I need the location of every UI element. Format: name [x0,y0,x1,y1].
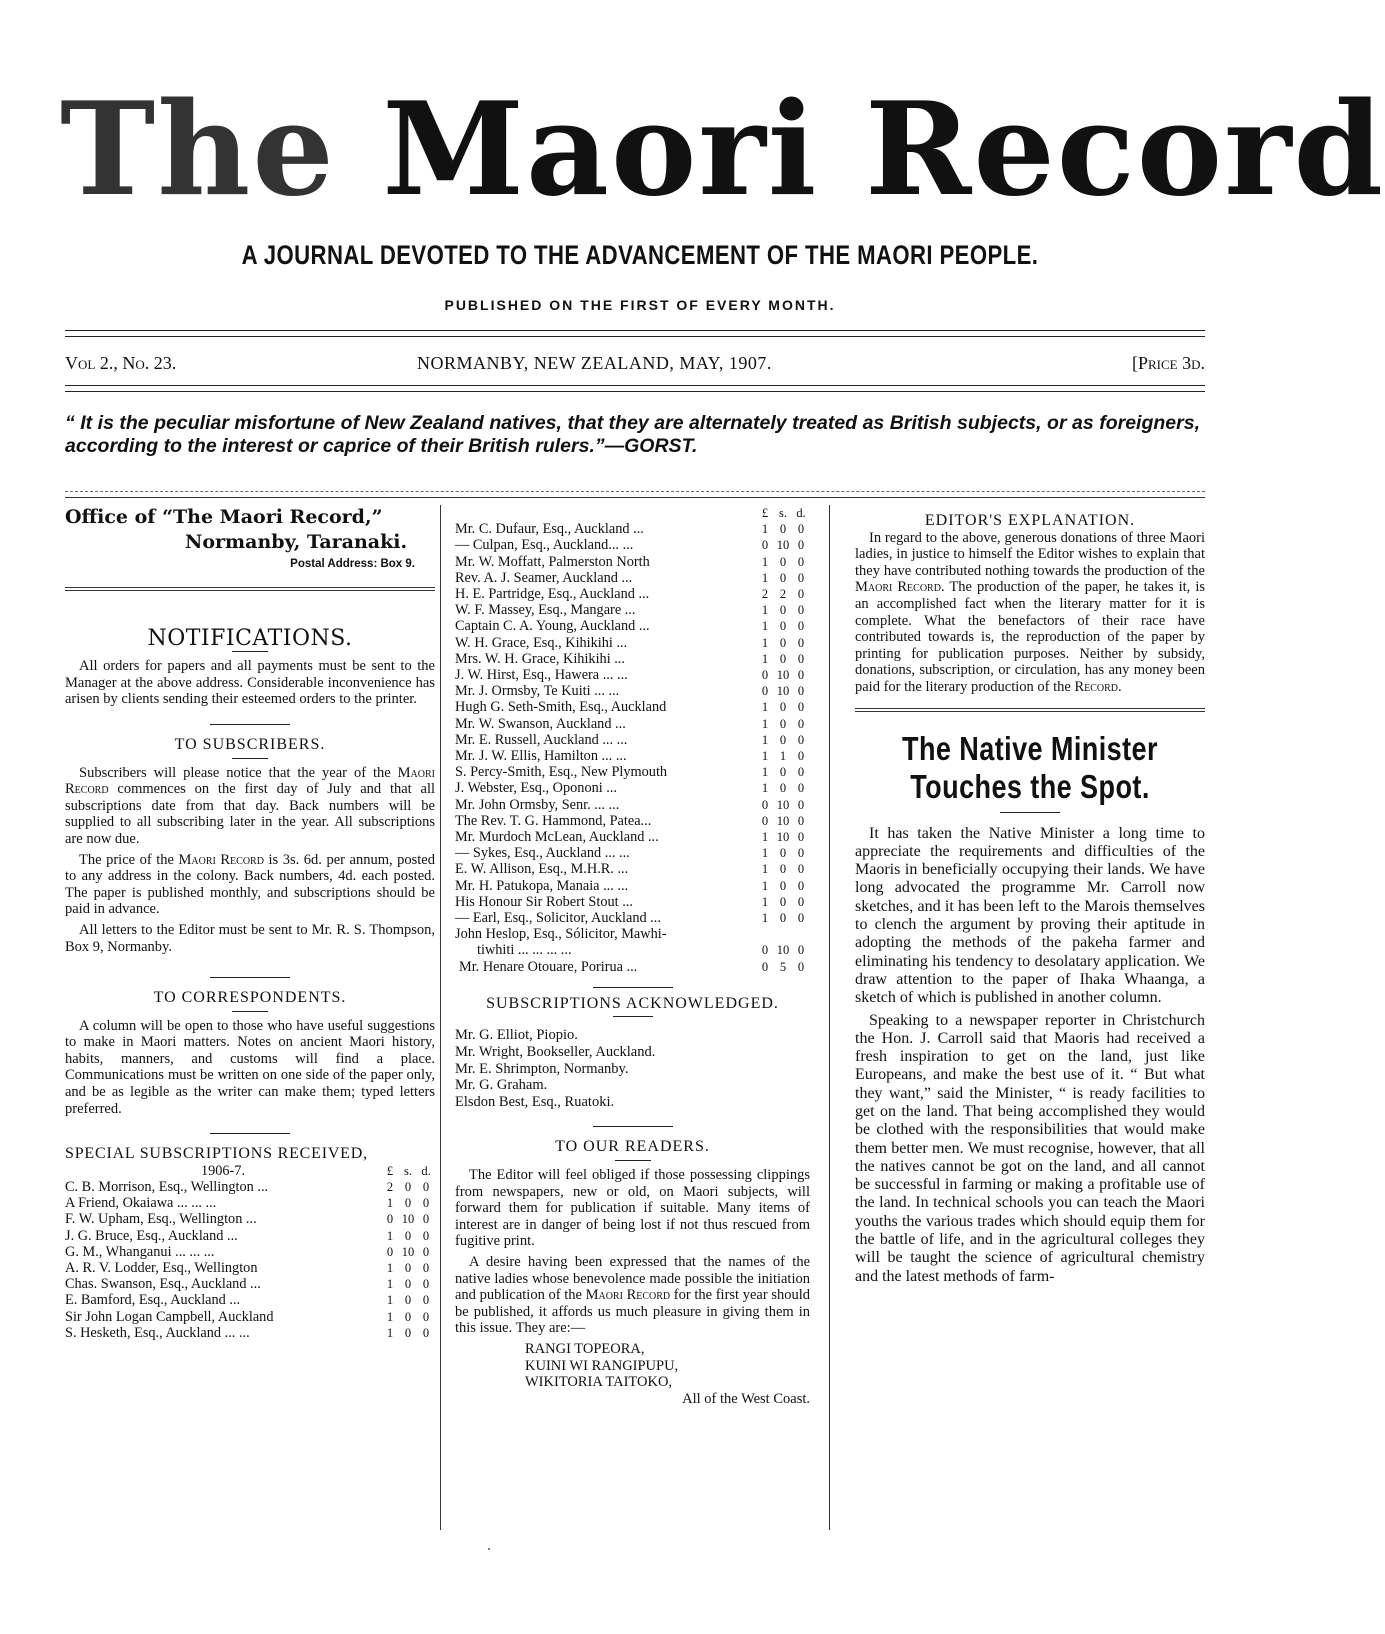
text: A desire having been expressed that the names of the native ladies whose benevolence made possible the initiation and publication of the [455,1254,810,1304]
column-divider-1 [440,505,441,1530]
masthead-subtitle: A JOURNAL DEVOTED TO THE ADVANCEMENT OF THE MAORI PEOPLE. [241,240,1039,270]
subscriber-name: — Earl, Esq., Solicitor, Auckland ... [455,910,661,927]
rule [593,1126,673,1127]
special-subscriptions-heading: SPECIAL SUBSCRIPTIONS RECEIVED, [65,1145,368,1163]
shillings: 0 [404,1309,412,1324]
acknowledged-name: Elsdon Best, Esq., Ruatoki. [455,1093,615,1110]
table-row [65,1325,435,1341]
lady-name: WIKITORIA TAITOKO, [525,1374,673,1391]
rule [232,1011,268,1012]
notifications-heading: NOTIFICATIONS. [147,625,353,651]
pounds: 0 [386,1212,394,1227]
article-rule [855,708,1205,712]
article-paragraph-1: It has taken the Native Minister a long time to appreciate the requirements and difficulties of the Maoris in beneficially occupying their lands. We have long advocated the programme Mr. Carroll now sketches, and it has been left to the Marois themselves to clench the argument by proving their aptitude in adopting the methods of the pakeha farmer and eliminating his tendency to desolatary application. We draw attention to the paper of Ihaka Whaanga, a sketch of which is published in another column. [855,824,1205,1007]
pence: 0 [797,651,805,666]
header-rule-top [65,330,1205,337]
shillings: 0 [779,570,787,585]
subscribers-paragraph-3: All letters to the Editor must be sent to Mr. R. S. Thompson, Box 9, Normanby. [65,921,435,955]
shillings: 10 [776,538,790,553]
subscriber-name: Mrs. W. H. Grace, Kihikihi ... [455,650,625,667]
subscriber-name: J. Webster, Esq., Opononi ... [455,780,618,797]
table-row [455,554,810,570]
subscriber-name: E. Bamford, Esq., Auckland ... [65,1292,241,1309]
pence: 0 [422,1293,430,1308]
rule [232,651,268,652]
editors-explanation-heading: EDITOR'S EXPLANATION. [924,512,1136,529]
subscriber-name: E. W. Allison, Esq., M.H.R. ... [455,861,629,878]
table-row [455,716,810,732]
shillings: 0 [779,765,787,780]
pounds: 2 [386,1180,394,1195]
pounds: 1 [761,554,769,569]
pence: 0 [797,554,805,569]
shillings: 0 [779,554,787,569]
publication-name: Maori Record [65,764,435,798]
shillings: 10 [776,943,790,958]
pounds: 1 [761,846,769,861]
shillings: 0 [779,635,787,650]
pence: 0 [797,684,805,699]
shillings: 0 [404,1293,412,1308]
pounds: 1 [761,522,769,537]
readers-paragraph-2 [455,1254,810,1337]
pounds: 1 [761,781,769,796]
table-row [65,1211,435,1227]
pence: 0 [797,700,805,715]
pounds: 1 [761,862,769,877]
shillings: 0 [404,1277,412,1292]
pounds: 1 [761,749,769,764]
pence: 0 [422,1309,430,1324]
publication-name: Maori Record [178,851,264,868]
subscriber-name: G. M., Whanganui ... ... ... [65,1243,215,1260]
table-row [65,1244,435,1260]
shillings: 10 [401,1212,415,1227]
table-row [65,1260,435,1276]
subscriber-name: J. W. Hirst, Esq., Hawera ... ... [455,667,628,684]
pounds: 1 [386,1293,394,1308]
pence: 0 [797,878,805,893]
rule [613,1016,653,1017]
subscriber-name: Mr. J. W. Ellis, Hamilton ... ... [455,748,627,765]
pence: 0 [797,570,805,585]
subscriptions-continued-table [455,505,810,975]
native-minister-article [855,825,1205,1286]
pounds: 1 [761,635,769,650]
postal-address: Postal Address: Box 9. [290,558,415,570]
masthead-title [60,75,1385,225]
pence: 0 [797,911,805,926]
pence: 0 [797,603,805,618]
pounds-header: £ [761,506,769,520]
section-rule-dashed [65,491,1205,492]
readers-heading: TO OUR READERS. [555,1138,710,1156]
table-row [455,764,810,780]
pounds: 0 [761,813,769,828]
shillings: 5 [779,959,787,974]
shillings: 0 [779,781,787,796]
text: is 3s. 6d. per annum, posted to any address in the colony. Back numbers, 4d. each posted. The paper is published monthly, and subscriptions should be paid in advance. [65,851,435,918]
office-line-1: Office of “The Maori Record,” [65,506,383,528]
pounds: 1 [761,765,769,780]
masthead-maori-record: Maori Record [382,75,1385,225]
readers-paragraph-1: The Editor will feel obliged if those possessing clippings from newspapers, new or old, on Maori subjects, will forward them for publication if suitable. Many items of interest are in danger of being lost if not thus rescued from fugitive print. [455,1167,810,1250]
pence: 0 [797,749,805,764]
shillings: 0 [779,862,787,877]
correspondents-heading: TO CORRESPONDENTS. [153,989,347,1007]
shillings-header: s. [779,506,787,520]
column-right [855,505,1205,1290]
pounds: 0 [761,684,769,699]
subscriber-name: H. E. Partridge, Esq., Auckland ... [455,586,650,603]
subscriber-name: Sir John Logan Campbell, Auckland [65,1308,274,1325]
pence: 0 [797,538,805,553]
pence-header: d. [796,506,806,520]
table-row [455,586,810,602]
acknowledged-list [455,1027,810,1110]
subscriber-name: Mr. E. Russell, Auckland ... ... [455,731,628,748]
table-row [455,602,810,618]
pounds: 1 [761,570,769,585]
table-row [455,878,810,894]
acknowledged-name: Mr. Wright, Bookseller, Auckland. [455,1044,656,1061]
table-header-row [65,1163,435,1179]
pounds: 1 [761,700,769,715]
rule [593,987,673,988]
subscriber-name: His Honour Sir Robert Stout ... [455,893,633,910]
pence: 0 [797,635,805,650]
table-row [455,699,810,715]
subscriber-name-continued: tiwhiti ... ... ... ... [477,942,572,959]
table-row [455,959,810,975]
table-row [455,732,810,748]
pounds: 1 [386,1325,394,1340]
rule [210,724,290,725]
shillings: 0 [404,1228,412,1243]
subscriber-name: Mr. John Ormsby, Senr. ... ... [455,796,620,813]
subscriber-name: A. R. V. Lodder, Esq., Wellington [65,1260,258,1277]
pence: 0 [797,522,805,537]
subscriber-name: — Culpan, Esq., Auckland... ... [455,537,634,554]
editors-explanation-body [855,530,1205,696]
office-block [65,505,435,555]
table-row [455,780,810,796]
pounds: 1 [761,911,769,926]
pounds: 0 [761,797,769,812]
table-row [65,1309,435,1325]
table-row [455,667,810,683]
pounds: 1 [761,619,769,634]
lady-name: KUINI WI RANGIPUPU, [525,1357,679,1374]
table-row [455,683,810,699]
pounds: 1 [386,1309,394,1324]
pounds: 1 [386,1277,394,1292]
pounds: 1 [761,732,769,747]
pence: 0 [422,1261,430,1276]
special-subscriptions-rows [65,1179,435,1341]
shillings: 0 [779,603,787,618]
rule [1000,812,1060,813]
article-paragraph-2: Speaking to a newspaper reporter in Christchurch the Hon. J. Carroll said that Maoris had received a fresh inspiration to get on the land, just like Europeans, and make the best use of it. “ But what they want,” said the Minister, “ is ready facilities to get on the land. That being accomplished they would be clothed with the responsibilities that would make them better men. We must recognise, however, that all the natives cannot be got on the land, and all cannot be successful in farming or making a profitable use of the land. In technical schools you can teach the Maori youths the various trades which should equip them for the battle of life, and in the agricultural colleges they will be taught the science of agricultural chemistry and the latest methods of farm- [855,1011,1205,1285]
publication-name: Maori Record [585,1287,671,1304]
volume-number: Vol 2., No. 23. [65,353,177,373]
text: Subscribers will please notice that the year of the [79,764,398,781]
rule [615,1160,651,1161]
pence: 0 [422,1325,430,1340]
table-row [65,1292,435,1308]
subscriber-name: Captain C. A. Young, Auckland ... [455,618,650,635]
readers-signoff: All of the West Coast. [682,1390,810,1407]
masthead-the: The [60,75,336,225]
subscriber-name: S. Hesketh, Esq., Auckland ... ... [65,1324,250,1341]
subscriber-name: Mr. Henare Otouare, Porirua ... [459,958,638,975]
table-row [455,813,810,829]
correspondents-body: A column will be open to those who have useful suggestions to make in Maori matters. Notes on ancient Maori history, habits, manners, and customs will find a place. Communications must be written on one side of the paper only, and be as legible as the writer can make them; typed letters preferred. [65,1017,435,1117]
subscriber-name: Mr. W. Moffatt, Palmerston North [455,553,650,570]
pence: 0 [797,813,805,828]
pence: 0 [422,1228,430,1243]
pence: 0 [797,668,805,683]
pounds: 2 [761,587,769,602]
shillings: 0 [779,911,787,926]
pence: 0 [797,587,805,602]
subscriber-name: S. Percy-Smith, Esq., New Plymouth [455,764,668,781]
pounds: 1 [386,1261,394,1276]
shillings: 0 [404,1325,412,1340]
shillings: 10 [776,813,790,828]
headline-line-1: The Native Minister [902,729,1158,767]
pence: 0 [422,1244,430,1259]
shillings: 10 [776,797,790,812]
shillings: 0 [404,1180,412,1195]
shillings: 10 [776,830,790,845]
pounds: 1 [761,894,769,909]
pence: 0 [797,943,805,958]
publication-name: Record [1074,678,1119,695]
shillings: 0 [779,878,787,893]
shillings: 1 [779,749,787,764]
pounds: 0 [761,943,769,958]
year-label: 1906-7. [200,1162,246,1179]
pence: 0 [422,1212,430,1227]
pounds: 0 [761,668,769,683]
table-header-row [455,505,810,521]
pounds: 1 [761,878,769,893]
pence-header: d. [421,1163,431,1178]
subscribers-paragraph-1 [65,765,435,848]
subscriber-name: W. H. Grace, Esq., Kihikihi ... [455,634,628,651]
native-minister-headline [887,730,1174,806]
pounds: 1 [386,1228,394,1243]
shillings: 10 [776,684,790,699]
table-row [455,748,810,764]
pence: 0 [422,1277,430,1292]
acknowledged-name: Mr. G. Graham. [455,1077,548,1094]
pounds: 1 [386,1196,394,1211]
office-rule [65,587,435,591]
shillings: 0 [779,846,787,861]
acknowledged-heading: SUBSCRIPTIONS ACKNOWLEDGED. [486,994,779,1012]
table-row [455,910,810,926]
table-row [455,861,810,877]
notifications-body: All orders for papers and all payments must be sent to the Manager at the above address. Considerable inconvenience has arisen by clients sending their esteemed orders to the printer. [65,658,435,708]
pence: 0 [422,1180,430,1195]
table-row [65,1276,435,1292]
subscriber-name: Mr. Murdoch McLean, Auckland ... [455,829,659,846]
column-divider-2 [829,505,830,1530]
subscribers-heading: TO SUBSCRIBERS. [174,735,326,753]
pence: 0 [797,781,805,796]
pence: 0 [797,732,805,747]
rule [210,1133,290,1134]
subscriber-name: J. G. Bruce, Esq., Auckland ... [65,1227,238,1244]
shillings: 0 [779,651,787,666]
column-left [65,505,435,1341]
shillings: 2 [779,587,787,602]
pence: 0 [797,894,805,909]
subscriber-name: F. W. Upham, Esq., Wellington ... [65,1211,257,1228]
pounds: 1 [761,716,769,731]
acknowledged-name: Mr. G. Elliot, Piopio. [455,1027,578,1044]
subscriber-name: Mr. C. Dufaur, Esq., Auckland ... [455,521,644,538]
subscriber-name: W. F. Massey, Esq., Mangare ... [455,602,636,619]
shillings: 0 [779,700,787,715]
pence: 0 [797,846,805,861]
text: for the first year should be published, it affords us much pleasure in giving them in this issue. They are:— [455,1287,810,1337]
publication-name: Maori Record [855,579,941,596]
shillings: 0 [779,522,787,537]
subscriber-name: C. B. Morrison, Esq., Wellington ... [65,1179,269,1196]
epigraph-quote: “ It is the peculiar misfortune of New Zealand natives, that they are alternately treated as British subjects, or as foreigners, according to the interest or caprice of their British rulers.”—GORST. [65,412,1200,457]
place-date: NORMANBY, NEW ZEALAND, MAY, 1907. [417,353,772,373]
shillings: 0 [779,619,787,634]
table-row [455,829,810,845]
pence: 0 [797,716,805,731]
pounds: 1 [761,651,769,666]
subscriber-name: Mr. J. Ormsby, Te Kuiti ... ... [455,683,620,700]
office-line-2: Normanby, Taranaki. [185,531,408,553]
subscriber-name: John Heslop, Esq., Sólicitor, Mawhi- [455,926,667,943]
table-row [455,845,810,861]
pounds: 1 [761,603,769,618]
pounds: 0 [761,538,769,553]
ladies-list [455,1341,810,1391]
subscriber-name: The Rev. T. G. Hammond, Patea... [455,812,652,829]
shillings-header: s. [404,1163,412,1178]
pence: 0 [797,797,805,812]
print-speck [488,1548,490,1550]
pence: 0 [797,862,805,877]
pounds-header: £ [386,1163,394,1178]
table-row [455,570,810,586]
table-row [65,1195,435,1211]
text: . The production of the paper, he takes it, is an accomplished fact when the literary matter for it is complete. What the benefactors of their race have contributed towards is, the reproduction of the paper by printing for publication purposes. Neither by subsidy, donations, subscription, or circulation, has any money been paid for the literary production of the [855,579,1205,695]
subscriber-name: Mr. W. Swanson, Auckland ... [455,715,626,732]
pence: 0 [797,619,805,634]
pounds: 0 [386,1244,394,1259]
price: [Price 3d. [1131,353,1205,373]
table-row [455,635,810,651]
table-row [455,618,810,634]
blank [455,505,756,521]
table-row [65,1179,435,1195]
pounds: 0 [761,959,769,974]
table-row [455,537,810,553]
pence: 0 [797,830,805,845]
pence: 0 [797,765,805,780]
table-row [455,521,810,537]
publication-frequency: PUBLISHED ON THE FIRST OF EVERY MONTH. [444,297,836,313]
table-row [455,797,810,813]
pounds: 1 [761,830,769,845]
text: . [1118,678,1122,695]
lady-name: RANGI TOPEORA, [525,1340,645,1357]
subscriber-name: Hugh G. Seth-Smith, Esq., Auckland [455,699,667,716]
subscriber-name: Chas. Swanson, Esq., Auckland ... [65,1276,261,1293]
table-row [455,894,810,910]
shillings: 0 [779,716,787,731]
table-row [65,1228,435,1244]
special-subscriptions-table [65,1163,435,1341]
subscribers-paragraph-2 [65,852,435,918]
subscriptions-continued-rows [455,521,810,926]
shillings: 10 [401,1244,415,1259]
table-row [455,651,810,667]
column-middle [455,505,810,1407]
text: commences on the first day of July and that all subscriptions date from that day. Back numbers will be supplied to all subscribing later in the year. All subscriptions are now due. [65,781,435,847]
subscriber-name: — Sykes, Esq., Auckland ... ... [455,845,630,862]
text: In regard to the above, generous donations of three Maori ladies, in justice to himself the Editor wishes to explain that they have contributed nothing towards the production of the [855,529,1205,579]
headline-line-2: Touches the Spot. [910,767,1150,805]
pence: 0 [797,959,805,974]
subscriber-name: A Friend, Okaiawa ... ... ... [65,1195,217,1212]
table-row [455,942,810,958]
section-rule [65,497,1205,498]
shillings: 10 [776,668,790,683]
subscriber-name: Rev. A. J. Seamer, Auckland ... [455,569,633,586]
shillings: 0 [404,1196,412,1211]
header-rule-bottom [65,385,1205,392]
rule [210,977,290,978]
rule [232,758,268,759]
subscriber-name: Mr. H. Patukopa, Manaia ... ... [455,877,629,894]
shillings: 0 [779,732,787,747]
table-row [455,926,810,942]
shillings: 0 [404,1261,412,1276]
pence: 0 [422,1196,430,1211]
text: The price of the [79,851,179,868]
shillings: 0 [779,894,787,909]
acknowledged-name: Mr. E. Shrimpton, Normanby. [455,1060,629,1077]
